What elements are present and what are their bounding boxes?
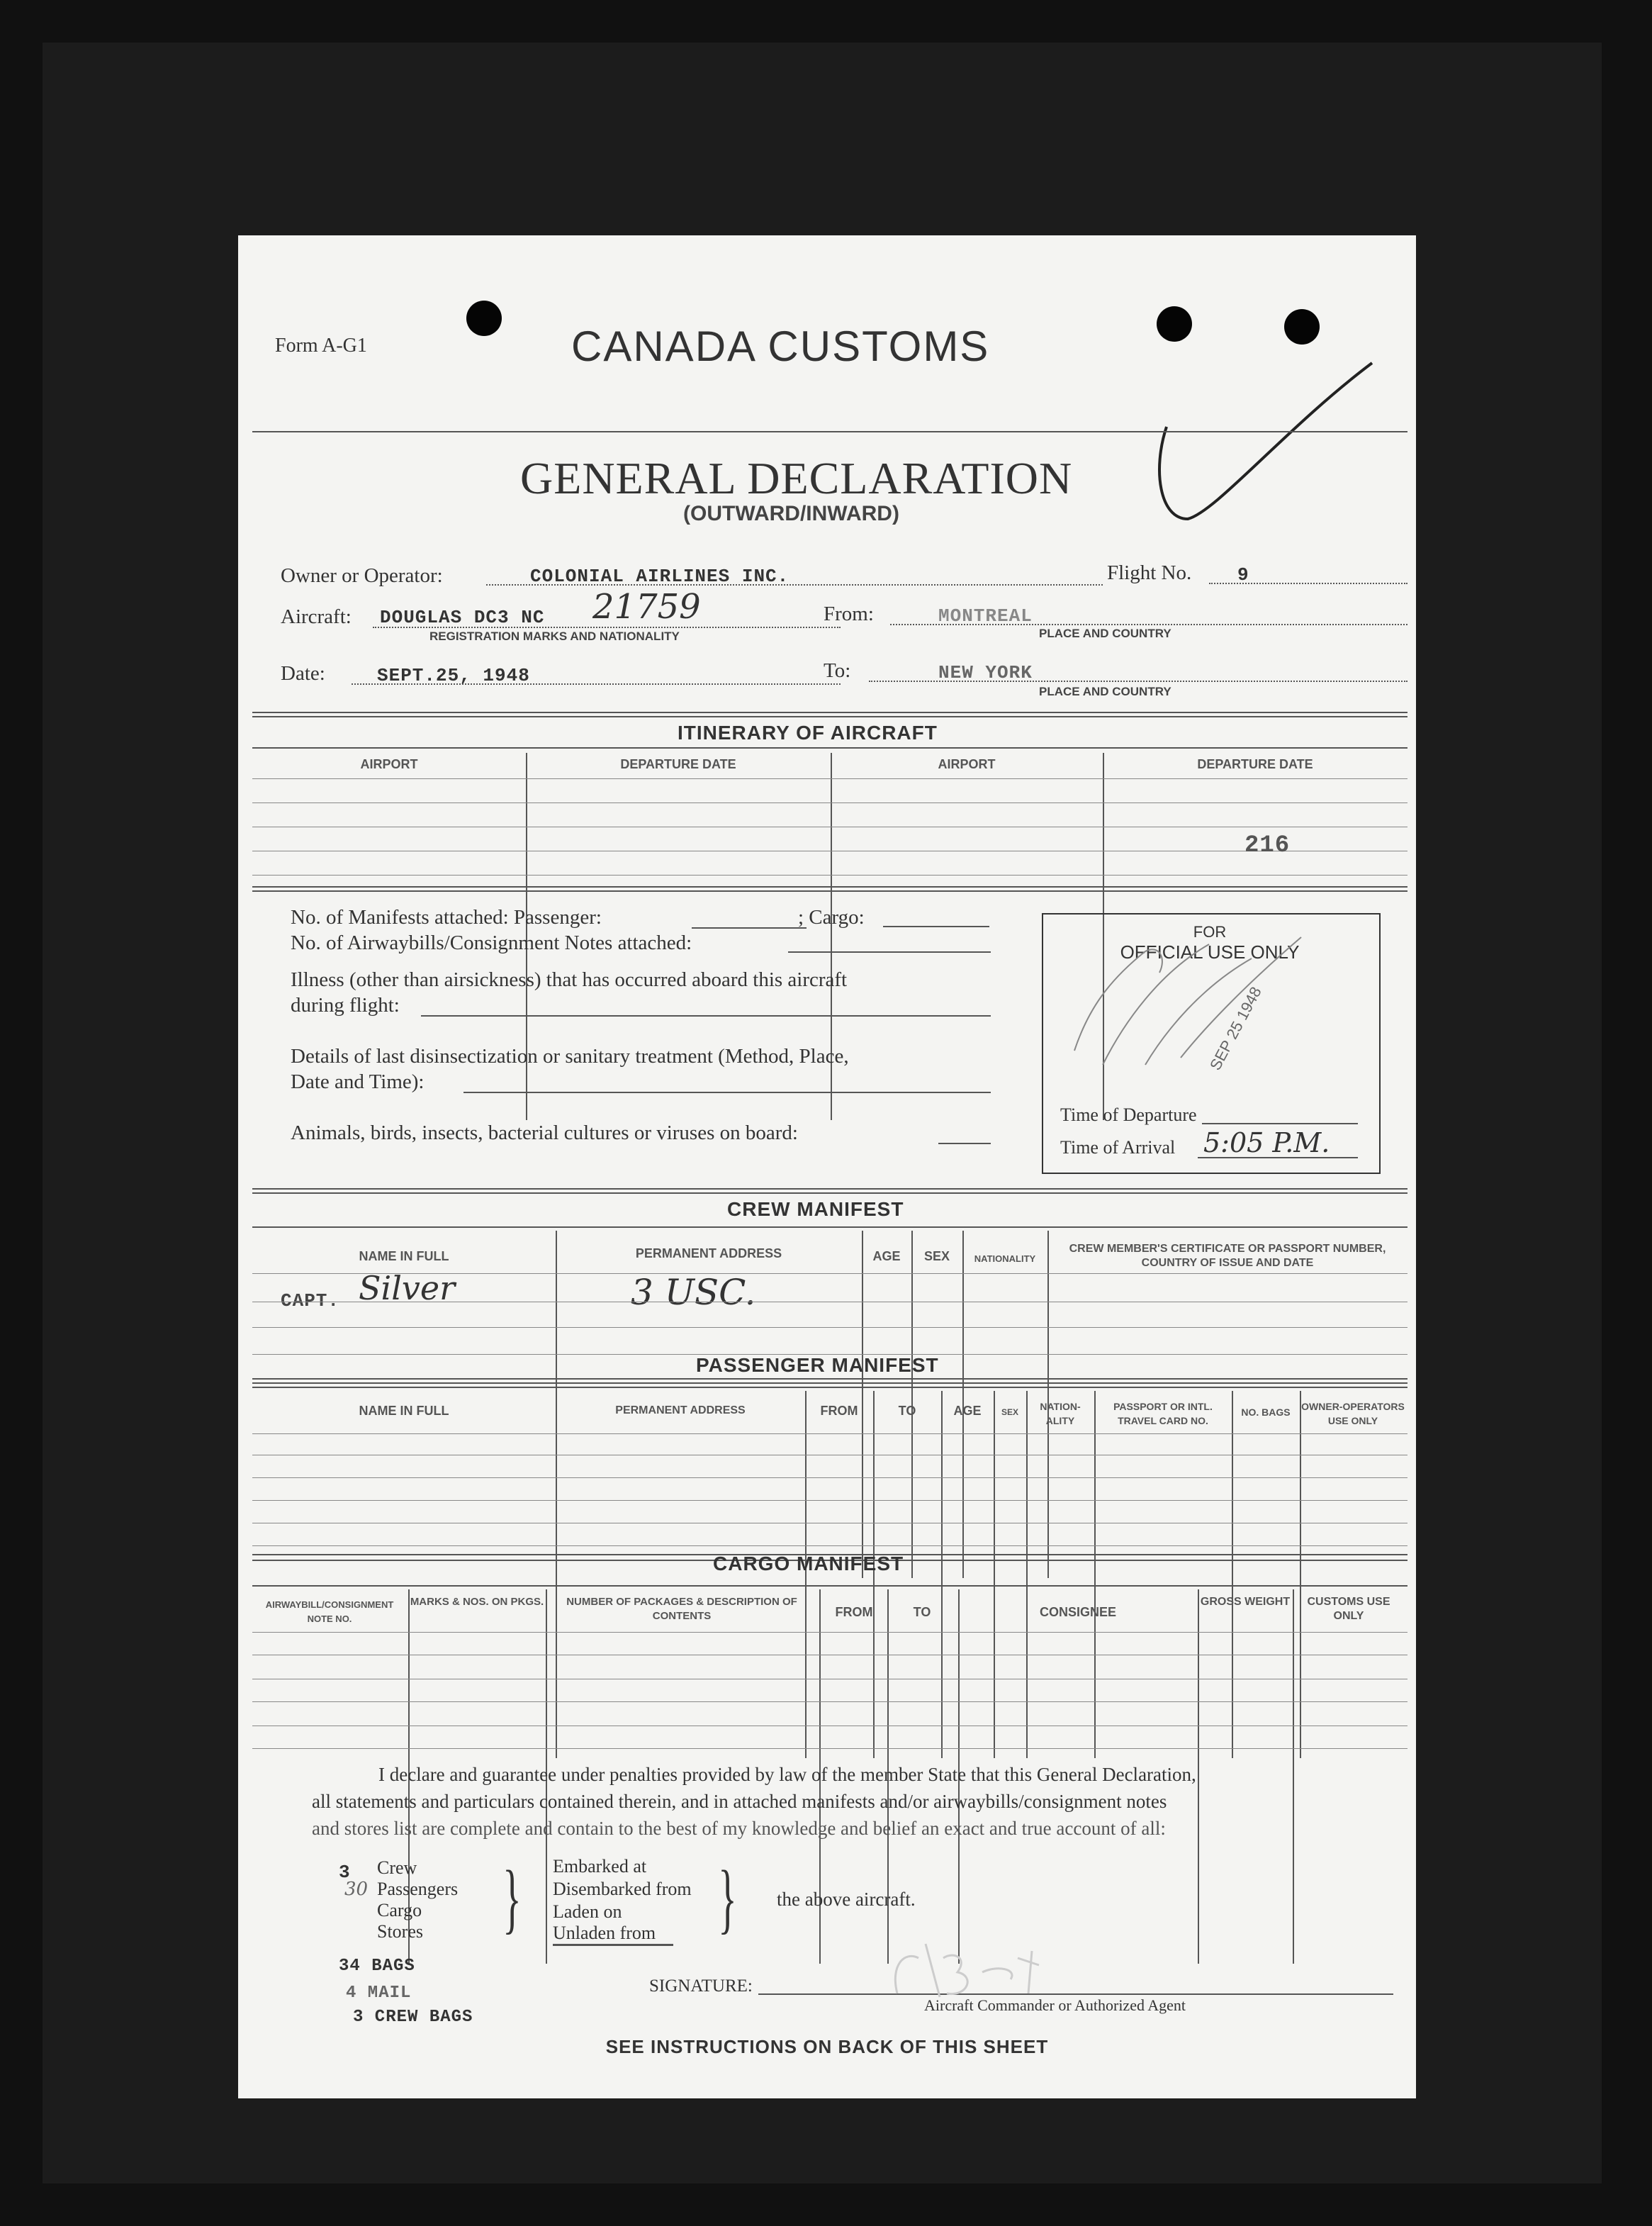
passenger-divider [941,1391,943,1758]
disinsect-line[interactable] [463,1092,991,1093]
rule [252,1226,1407,1228]
crew-manifest-title: CREW MANIFEST [727,1198,904,1220]
punch-hole [1157,306,1192,342]
official-stamp-date: SEP 25 1948 [1206,983,1265,1073]
declaration-unladen[interactable]: Unladen from [553,1923,656,1943]
form-title: GENERAL DECLARATION [520,453,1073,503]
declaration-cargo: Cargo [377,1900,422,1920]
itinerary-row [252,778,1407,779]
cargo-col-packages: NUMBER OF PACKAGES & DESCRIPTION OF CONTENTS [566,1596,797,1622]
itinerary-row [252,875,1407,876]
aircraft-value[interactable]: DOUGLAS DC3 NC [380,607,545,628]
signature-label: SIGNATURE: [649,1976,753,1996]
unladen-underline [553,1944,673,1946]
official-heading-2: OFFICIAL USE ONLY [1120,941,1300,963]
passenger-row [252,1433,1407,1434]
crew-col-nationality: NATIONALITY [974,1253,1036,1264]
brace-icon: } [718,1855,737,1941]
to-label: To: [824,659,851,682]
crew-bags-count: 3 CREW BAGS [353,2008,473,2027]
cargo-row [252,1748,1407,1749]
flight-label: Flight No. [1107,561,1192,584]
passenger-manifest-line[interactable] [692,927,807,929]
official-heading-1: FOR [1193,923,1227,941]
rule [252,886,1407,888]
checkmark-icon [1145,342,1386,540]
passenger-col-passport: PASSPORT OR INTL. TRAVEL CARD NO. [1113,1401,1213,1426]
arrival-time-value[interactable]: 5:05 P.M. [1203,1127,1330,1158]
rule [252,890,1407,892]
itinerary-col-date-1: DEPARTURE DATE [620,757,736,771]
aircraft-label: Aircraft: [281,605,352,628]
passenger-col-to: TO [898,1404,916,1418]
declaration-crew: Crew [377,1857,417,1878]
declaration-suffix: the above aircraft. [777,1889,916,1910]
departure-time-line[interactable] [1202,1123,1358,1124]
crew-col-sex: SEX [923,1249,950,1263]
passenger-row [252,1545,1407,1546]
rule [252,1382,1407,1384]
illness-label: Illness (other than airsickness) that has occurred aboard this aircraft [291,968,848,991]
official-stamp-icon [1046,895,1372,1122]
animals-line[interactable] [938,1143,991,1144]
cargo-col-marks: MARKS & NOS. ON PKGS. [410,1596,544,1608]
crew-name-typed[interactable]: CAPT. [281,1290,340,1311]
signature-caption: Aircraft Commander or Authorized Agent [924,1996,1186,2014]
crew-count[interactable]: 3 [339,1862,351,1883]
crew-col-name: NAME IN FULL [359,1249,449,1263]
departure-time-label: Time of Departure [1060,1104,1197,1125]
cargo-col-weight: GROSS WEIGHT [1200,1596,1291,1608]
aircraft-registration[interactable]: 21759 [592,587,701,627]
passenger-divider [1094,1391,1096,1758]
form-number: Form A-G1 [275,335,367,357]
declaration-line-1: I declare and guarantee under penalties provided by law of the member State that this General Declaration, [378,1764,1196,1785]
from-label: From: [824,603,874,625]
date-value[interactable]: SEPT.25, 1948 [377,665,530,686]
airwaybills-label: No. of Airwaybills/Consignment Notes attached: [291,932,692,954]
passenger-divider [994,1391,995,1758]
manifests-label: No. of Manifests attached: Passenger: [291,906,602,929]
rule [252,431,1407,432]
declaration-embarked[interactable]: Embarked at [553,1856,647,1877]
crew-name-handwritten[interactable]: Silver [359,1269,456,1307]
itinerary-col-airport-1: AIRPORT [360,757,418,771]
itinerary-col-airport-2: AIRPORT [938,757,996,771]
aircraft-caption: REGISTRATION MARKS AND NATIONALITY [429,630,680,643]
punch-hole [466,301,502,336]
itinerary-col-date-2: DEPARTURE DATE [1197,757,1313,771]
disinsect-label: Details of last disinsectization or sanitary treatment (Method, Place, [291,1045,849,1068]
passenger-divider [1232,1391,1233,1758]
rule [252,747,1407,749]
passenger-col-name: NAME IN FULL [359,1404,449,1418]
rule [252,1387,1407,1388]
passenger-col-bags: NO. BAGS [1241,1406,1291,1418]
rule [252,1192,1407,1194]
illness-line[interactable] [421,1015,991,1017]
crew-col-age: AGE [872,1249,901,1263]
passenger-col-owner: OWNER-OPERATORS USE ONLY [1301,1401,1405,1426]
crew-address-handwritten[interactable]: 3 USC. [631,1272,756,1313]
itinerary-row [252,802,1407,803]
passenger-divider [1300,1391,1301,1758]
rule [252,1188,1407,1190]
passenger-divider [556,1391,557,1758]
declaration-laden[interactable]: Laden on [553,1901,622,1922]
mail-count: 4 MAIL [346,1984,412,2003]
passenger-col-sex: SEX [1001,1407,1018,1417]
itinerary-stamp-number: 216 [1244,832,1291,859]
cargo-col-from: FROM [835,1605,873,1619]
rule [252,712,1407,713]
passenger-col-from: FROM [820,1404,858,1418]
cargo-manifest-title: CARGO MANIFEST [713,1553,904,1575]
crew-row [252,1327,1407,1328]
cargo-col-to: TO [913,1605,931,1619]
cargo-col-airwaybill: AIRWAYBILL/CONSIGNMENT NOTE NO. [265,1599,394,1624]
declaration-line-2: all statements and particulars contained therein, and in attached manifests and/or airwaybills/consignment notes [312,1791,1167,1812]
to-value[interactable]: NEW YORK [938,662,1033,683]
to-caption: PLACE AND COUNTRY [1039,685,1171,698]
cargo-label: ; Cargo: [798,906,865,929]
punch-hole [1284,309,1320,345]
declaration-stores: Stores [377,1921,423,1942]
date-label: Date: [281,662,325,685]
passenger-row [252,1500,1407,1501]
from-caption: PLACE AND COUNTRY [1039,627,1171,640]
passenger-col-age: AGE [953,1404,982,1418]
cargo-divider [1198,1589,1199,1964]
passenger-col-address: PERMANENT ADDRESS [615,1404,746,1416]
crew-col-address: PERMANENT ADDRESS [635,1246,782,1260]
instructions-footer: SEE INSTRUCTIONS ON BACK OF THIS SHEET [605,2036,1049,2057]
crew-col-certificate: CREW MEMBER'S CERTIFICATE OR PASSPORT NUMBER, COUNTRY OF ISSUE AND DATE [1069,1243,1386,1269]
animals-label: Animals, birds, insects, bacterial cultures or viruses on board: [291,1122,798,1144]
passenger-count[interactable]: 30 [344,1879,369,1900]
from-value[interactable]: MONTREAL [938,605,1033,627]
declaration-line-3: and stores list are complete and contain to the best of my knowledge and belief an exact and true account of all: [312,1818,1166,1839]
cargo-manifest-line[interactable] [883,926,989,927]
cargo-divider [1293,1589,1294,1964]
owner-value[interactable]: COLONIAL AIRLINES INC. [530,566,790,587]
flight-value[interactable]: 9 [1237,564,1249,586]
cargo-col-consignee: CONSIGNEE [1039,1605,1117,1619]
declaration-disembarked[interactable]: Disembarked from [553,1879,692,1899]
illness-label-2: during flight: [291,994,400,1017]
rule [252,1585,1407,1587]
disinsect-label-2: Date and Time): [291,1070,425,1093]
cargo-row [252,1632,1407,1633]
arrival-time-label: Time of Arrival [1060,1137,1176,1158]
rule [252,716,1407,717]
bags-count: 34 BAGS [339,1957,415,1976]
rule [252,1378,1407,1380]
cargo-col-customs: CUSTOMS USE ONLY [1307,1596,1390,1622]
passenger-divider [1026,1391,1028,1758]
brace-icon: } [502,1855,522,1941]
itinerary-title: ITINERARY OF AIRCRAFT [678,722,938,744]
form-subtitle: (OUTWARD/INWARD) [683,502,899,525]
passenger-manifest-title: PASSENGER MANIFEST [696,1354,939,1376]
declaration-form [238,235,1416,2098]
owner-label: Owner or Operator: [281,564,443,587]
airwaybills-line[interactable] [788,951,991,953]
agency-title: CANADA CUSTOMS [571,323,990,370]
passenger-row [252,1477,1407,1478]
cargo-row [252,1701,1407,1702]
passenger-col-nationality: NATION-ALITY [1040,1401,1081,1426]
declaration-passengers: Passengers [377,1879,459,1899]
